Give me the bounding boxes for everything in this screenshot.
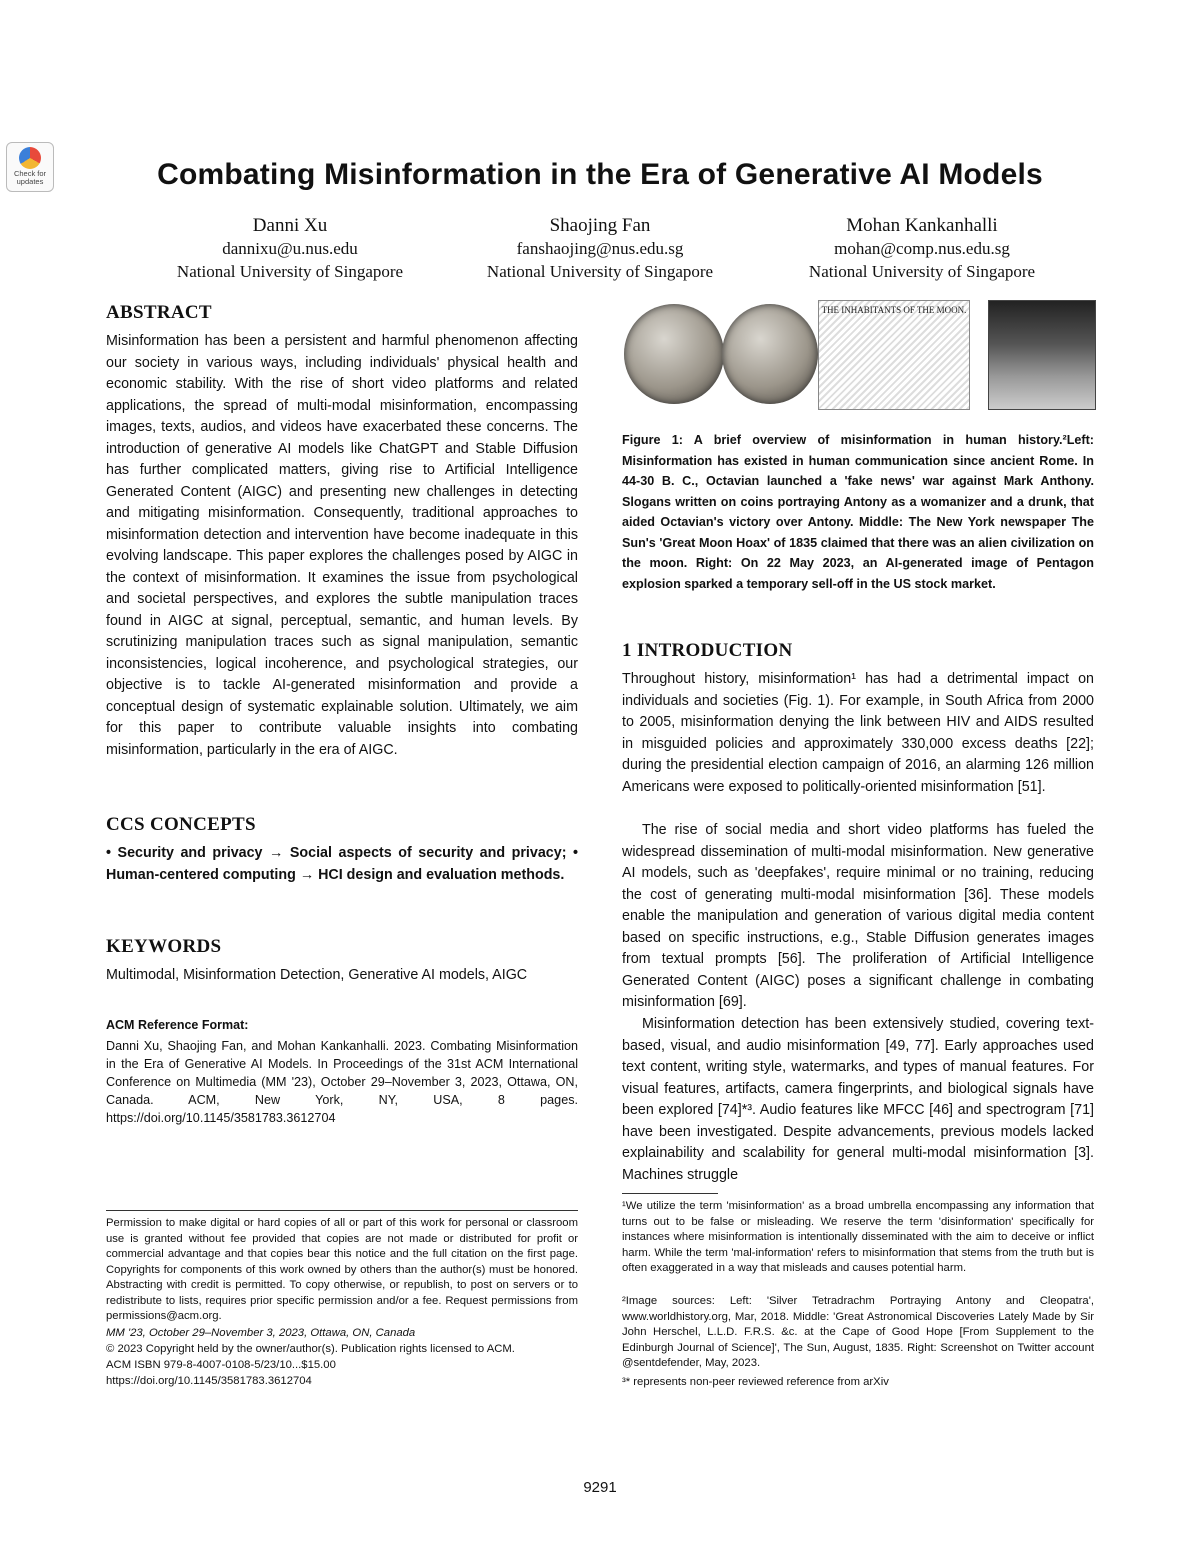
page-number: 9291 bbox=[583, 1479, 617, 1496]
moon-hoax-title: THE INHABITANTS OF THE MOON. bbox=[821, 305, 967, 315]
isbn-line: ACM ISBN 979-8-4007-0108-5/23/10...$15.00 bbox=[106, 1359, 336, 1371]
author-name: Danni Xu bbox=[252, 215, 328, 236]
acm-reference-text: Danni Xu, Shaojing Fan, and Mohan Kankanhalli. 2023. Combating Misinformation in the Era of Generative AI Models. In Proceedings of the 31st ACM International Conference on Multimedia (MM '23), October 29–November 3, 2023, Ottawa, ON, Canada. ACM, New York, NY, USA, 8 pages. https://doi.org/10.1145/3581783.3612704 bbox=[106, 1039, 578, 1125]
author-email[interactable]: dannixu@u.nus.edu bbox=[222, 239, 358, 258]
author-affiliation: National University of Singapore bbox=[486, 262, 714, 281]
introduction-heading: 1 INTRODUCTION bbox=[622, 640, 793, 661]
pentagon-explosion-image bbox=[988, 300, 1096, 410]
abstract-text: Misinformation has been a persistent and harmful phenomenon affecting our society in various ways, including individuals' physical health and economic stability. With the rise of short video platforms and related applications, the spread of multi-modal misinformation, encompassing images, texts, audios, and videos have exacerbated these concerns. The introduction of generative AI models like ChatGPT and Stable Diffusion has further complicated matters, giving rise to Artificial Intelligence Generated Content (AIGC) and presenting new challenges in detecting and mitigating misinformation. Consequently, traditional approaches to misinformation detection and intervention have become inadequate in this evolving landscape. This paper explores the challenges posed by AIGC in the context of misinformation. It examines the issue from psychological and societal perspectives, and explores the subtle manipulation traces found in AIGC at signal, perceptual, semantic, and human levels. By scrutinizing manipulation traces such as signal manipulation, semantic inconsistencies, logical incoherence, and psychological strategies, our objective is to tackle AI-generated misinformation and provide a conceptual design of systematic explainable solution. Ultimately, we aim for this paper to contribute valuable insights into combating misinformation, particularly in the era of AIGC. bbox=[106, 333, 578, 758]
author-email[interactable]: fanshaojing@nus.edu.sg bbox=[516, 239, 684, 258]
figure-caption: Figure 1: A brief overview of misinformation in human history.²Left: Misinformation has existed in human communication since ancient Rome. In 44-30 B. C., Octavian launched a 'fake news' war against Mark Anthony. Slogans written on coins portraying Antony as a womanizer and a drunk, that aided Octavian's victory over Antony. Middle: The New York newspaper The Sun's 'Great Moon Hoax' of 1835 claimed that there was an alien civilization on the moon. Right: On 22 May 2023, an AI-generated image of Pentagon explosion sparked a temporary sell-off in the US stock market. bbox=[622, 433, 1094, 591]
coin-antony-image bbox=[624, 304, 724, 404]
author-affiliation: National University of Singapore bbox=[808, 262, 1036, 281]
author-name: Shaojing Fan bbox=[549, 215, 651, 236]
permission-text: Permission to make digital or hard copies of all or part of this work for personal or classroom use is granted without fee provided that copies are not made or distributed for profit or commercial advantage and that copies bear this notice and the full citation on the first page. Copyrights for components of this work owned by others than the author(s) must be honored. Abstracting with credit is permitted. To copy otherwise, or republish, to post on servers or to redistribute to lists, requires prior specific permission and/or a fee. Request permissions from permissions@acm.org. bbox=[106, 1217, 578, 1322]
copyright-line: © 2023 Copyright held by the owner/author(s). Publication rights licensed to ACM. bbox=[106, 1343, 515, 1355]
moon-hoax-image bbox=[818, 300, 970, 410]
acm-reference-heading: ACM Reference Format: bbox=[106, 1018, 249, 1032]
author-email[interactable]: mohan@comp.nus.edu.sg bbox=[834, 239, 1010, 258]
footnote-1: ¹We utilize the term 'misinformation' as a broad umbrella encompassing any information that turns out to be false or misleading. We reserve the term 'disinformation' specifically for instances where misinformation is intentionally disseminated with the aim to deceive or inflict harm. While the term 'mal-information' refers to misinformation that stems from the truth but is often exaggerated in a way that misleads and causes potential harm. bbox=[622, 1200, 1094, 1274]
footnote-divider bbox=[622, 1193, 718, 1194]
keywords-text: Multimodal, Misinformation Detection, Generative AI models, AIGC bbox=[106, 967, 528, 983]
intro-paragraph: The rise of social media and short video platforms has fueled the widespread dissemination of multi-modal misinformation. New generative AI models, such as 'deepfakes', require minimal or no training, reducing the cost of generating multi-modal misinformation [36]. These models enable the manipulation and generation of various digital media content based on specific instructions, e.g., Stable Diffusion generates images from textual prompts [56]. The proliferation of Artificial Intelligence Generated Content (AIGC) poses a significant challenge in combating misinformation [69]. bbox=[622, 822, 1094, 1010]
footnote-2: ²Image sources: Left: 'Silver Tetradrachm Portraying Antony and Cleopatra', www.worldhistory.org, Mar, 2018. Middle: 'Great Astronomical Discoveries Lately Made by Sir John Herschel, L.L.D. F.R.S. &c. at the Cape of Good Hope [From Supplement to the Edinburgh Journal of Science]', The Sun, August, 1835. Right: Screenshot on Twitter account @sentdefender, May, 2023. bbox=[622, 1295, 1094, 1369]
footnote-3: ³* represents non-peer reviewed reference from arXiv bbox=[622, 1376, 889, 1388]
ccs-text: • Security and privacy → Social aspects of security and privacy; • Human-centered computing → HCI design and evaluation methods. bbox=[106, 845, 578, 883]
badge-label: Check for updates bbox=[13, 169, 47, 186]
divider bbox=[106, 1210, 578, 1211]
doi-link[interactable]: https://doi.org/10.1145/3581783.3612704 bbox=[106, 1375, 312, 1387]
abstract-heading: ABSTRACT bbox=[106, 302, 212, 323]
ccs-heading: CCS CONCEPTS bbox=[106, 814, 256, 835]
intro-paragraph: Throughout history, misinformation¹ has had a detrimental impact on individuals and societies (Fig. 1). For example, in South Africa from 2000 to 2005, misinformation denying the link between HIV and AIDS resulted in misguided policies and approximately 330,000 excess deaths [22]; during the presidential election campaign of 2016, an alarming 126 million Americans were exposed to politically-oriented misinformation [51]. bbox=[622, 671, 1094, 795]
author-block bbox=[742, 214, 1102, 283]
author-name: Mohan Kankanhalli bbox=[846, 215, 998, 236]
keywords-heading: KEYWORDS bbox=[106, 936, 222, 957]
paper-title: Combating Misinformation in the Era of Generative AI Models bbox=[157, 158, 1043, 191]
coin-cleopatra-image bbox=[722, 304, 818, 404]
author-block bbox=[420, 214, 780, 283]
author-block bbox=[110, 214, 470, 283]
author-affiliation: National University of Singapore bbox=[176, 262, 404, 281]
intro-paragraph: Misinformation detection has been extensively studied, covering text-based, visual, and audio misinformation [49, 77]. Early approaches used text content, writing style, watermarks, and types of manual features. For visual features, artifacts, camera fingerprints, and biological signals have been explored [74]*³. Audio features like MFCC [46] and spectrogram [71] have been investigated. Despite advancements, previous models lacked explainability and scalability for general multi-modal misinformation [3]. Machines struggle bbox=[622, 1016, 1094, 1183]
venue-line: MM '23, October 29–November 3, 2023, Ottawa, ON, Canada bbox=[106, 1327, 416, 1339]
